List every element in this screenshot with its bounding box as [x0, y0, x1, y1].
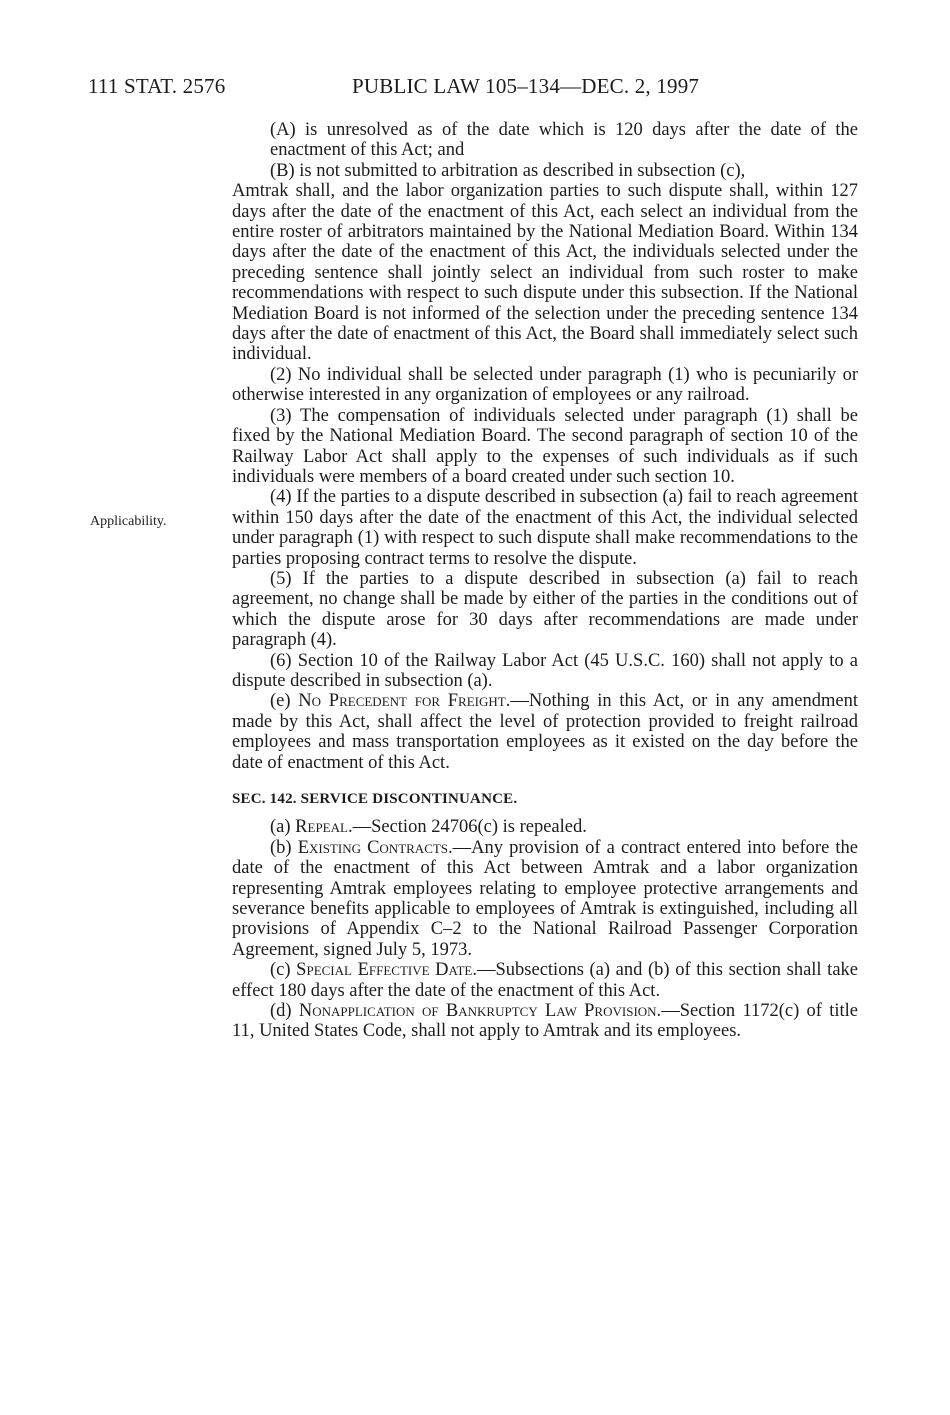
- subsection-e-text: —Nothing in this Act, or in any amendment made by this Act, shall affect the level of protection provided to freight railroad employees and mass transportation employees as it existed on the day before the date of enactment of this Act.: [232, 691, 859, 773]
- paragraph-3: (3) The compensation of individuals selected under paragraph (1) shall be fixed by the National Mediation Board. The second paragraph of section 10 of the Railway Labor Act shall apply to the expenses of such individuals as if such individuals were members of a board created under such section 10.: [232, 405, 858, 487]
- amtrak-paragraph: Amtrak shall, and the labor organization parties to such dispute shall, within 127 days after the date of the enactment of this Act, each select an individual from the entire roster of arbitrators maintained by the National Mediation Board. Within 134 days after the date of the enactment of this Act, the individuals selected under the preceding sentence shall jointly select an individual from such roster to make recommendations with respect to such dispute under this subsection. If the National Mediation Board is not informed of the selection under the preceding sentence 134 days after the date of enactment of this Act, the Board shall immediately select such individual.: [232, 181, 858, 365]
- item-a: (A) is unresolved as of the date which is 120 days after the date of the enactment of this Act; and: [270, 120, 858, 161]
- sec142-subsection-b: [232, 838, 858, 960]
- sec142-c-heading: Special Effective Date.: [296, 960, 477, 981]
- page-header: [0, 64, 950, 104]
- margin-note-applicability: Applicability.: [90, 514, 167, 529]
- sec142-subsection-c: [232, 960, 858, 1001]
- subsection-e-heading: No Precedent for Freight.: [298, 691, 511, 712]
- sec142-d-heading: Nonapplication of Bankruptcy Law Provision.: [298, 1001, 662, 1022]
- paragraph-5: (5) If the parties to a dispute described in subsection (a) fail to reach agreement, no change shall be made by either of the parties in the conditions out of which the dispute arose for 30 days after recommendations are made under paragraph (4).: [232, 568, 858, 651]
- sec142-a-label: (a): [270, 817, 296, 838]
- sec142-b-label: (b): [270, 837, 298, 858]
- item-b: (B) is not submitted to arbitration as described in subsection (c),: [270, 160, 746, 181]
- sec142-a-text: —Section 24706(c) is repealed.: [352, 817, 587, 838]
- subsection-e-label: (e): [270, 691, 299, 712]
- sec142-subsection-d: [232, 1001, 858, 1042]
- paragraph-4: (4) If the parties to a dispute described in subsection (a) fail to reach agreement within 150 days after the date of the enactment of this Act, the individual selected under paragraph (1) with respect to such dispute shall make recommendations to the parties proposing contract terms to resolve the dispute.: [232, 487, 858, 569]
- sec142-c-text: —Subsections (a) and (b) of this section shall take effect 180 days after the date of the enactment of this Act.: [232, 960, 858, 1001]
- section-142-heading: SEC. 142. SERVICE DISCONTINUANCE.: [232, 791, 518, 807]
- sec142-c-label: (c): [270, 960, 297, 981]
- statute-citation: 111 STAT. 2576: [88, 74, 226, 98]
- public-law-title: PUBLIC LAW 105–134—DEC. 2, 1997: [352, 74, 700, 98]
- sec142-b-text: —Any provision of a contract entered into before the date of the enactment of this Act between Amtrak and a labor organization representing Amtrak employees relating to employee protective arrangements and severance benefits applicable to employees of Amtrak is extinguished, including all provisions of Appendix C–2 to the National Railroad Passenger Corporation Agreement, signed July 5, 1973.: [232, 837, 858, 960]
- sec142-d-text: —Section 1172(c) of title 11, United States Code, shall not apply to Amtrak and its employees.: [232, 1001, 858, 1042]
- paragraph-2: (2) No individual shall be selected under paragraph (1) who is pecuniarily or otherwise interested in any organization of employees or any railroad.: [232, 364, 858, 406]
- sec142-subsection-a: [232, 817, 858, 837]
- sec142-b-heading: Existing Contracts.: [297, 837, 453, 858]
- statute-body: [232, 120, 858, 1042]
- paragraph-6: (6) Section 10 of the Railway Labor Act (45 U.S.C. 160) shall not apply to a dispute described in subsection (a).: [232, 650, 858, 691]
- sec142-d-label: (d): [270, 1001, 299, 1022]
- subsection-e: [232, 691, 858, 773]
- sec142-a-heading: Repeal.: [295, 817, 353, 838]
